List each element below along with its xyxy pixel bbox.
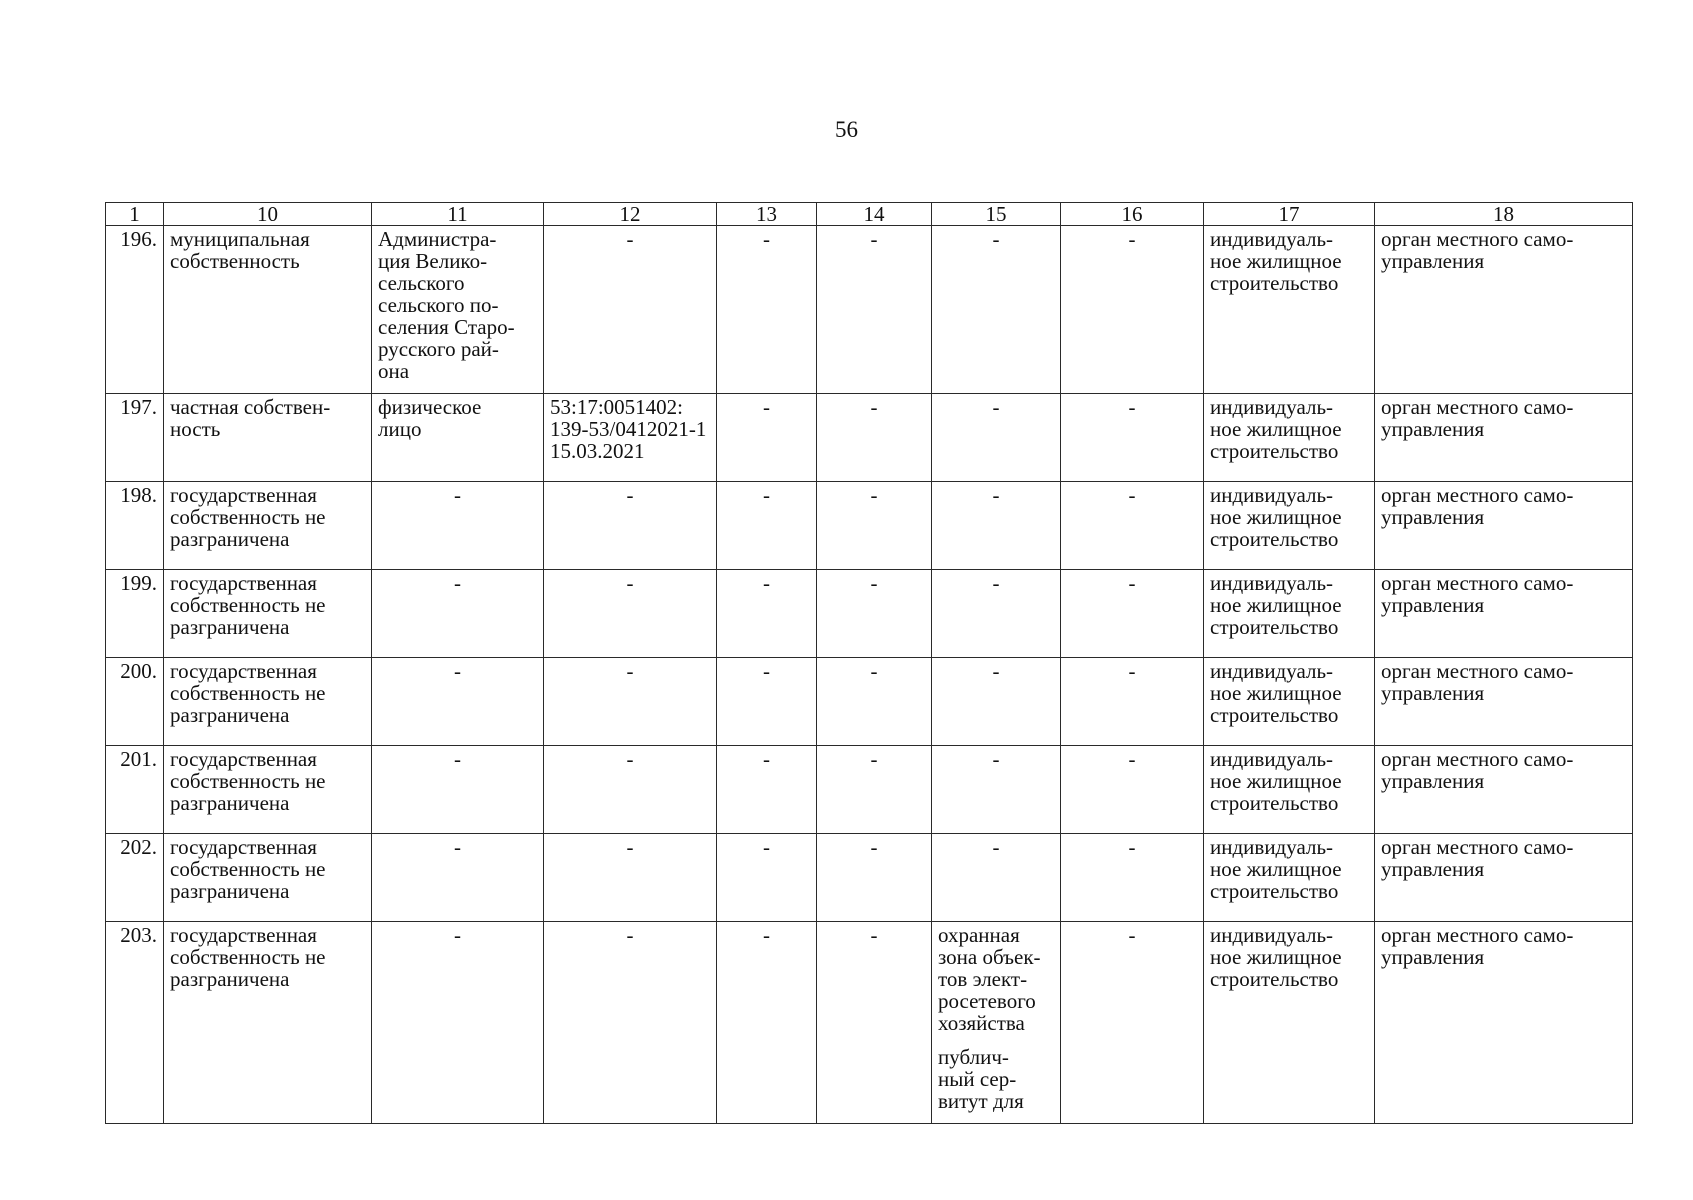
ownership-cell [164,746,372,834]
permitted-use-cell [1204,226,1375,394]
cell-line: ное жилищное [1210,857,1342,881]
col16-cell: - [1061,226,1204,394]
cell-line: разграничена [170,791,290,815]
cell-line: - [454,571,461,595]
cell-line: - [454,483,461,507]
col13-cell: - [717,570,817,658]
cell-line: росетевого [938,989,1036,1013]
cell-line: разграничена [170,879,290,903]
col16-cell: - [1061,658,1204,746]
cell-line: индивидуаль- [1210,571,1334,595]
cell-line: государственная [170,835,317,859]
cell-line: сельского по- [378,293,499,317]
owner-cell [372,834,544,922]
cell-line: собственность не [170,593,326,617]
cell-line: собственность не [170,945,326,969]
cell-line: ное жилищное [1210,505,1342,529]
cell-line: строительство [1210,791,1339,815]
cell-line: - [626,227,634,251]
cell-line: частная собствен- [170,395,331,419]
cell-line: собственность не [170,681,326,705]
cell-line: физическое [378,395,482,419]
column-header: 13 [717,203,817,226]
authority-cell [1375,834,1633,922]
col14-cell: - [817,746,932,834]
table-row [106,570,1633,658]
owner-cell [372,394,544,482]
header-row [106,203,1633,226]
authority-cell [1375,658,1633,746]
table-body [106,226,1633,1124]
permitted-use-cell [1204,834,1375,922]
cell-line: разграничена [170,703,290,727]
cell-line: строительство [1210,439,1339,463]
cell-line: собственность не [170,769,326,793]
cell-line: управления [1381,945,1485,969]
ownership-cell [164,226,372,394]
col16-cell: - [1061,746,1204,834]
column-header: 1 [106,203,164,226]
cell-line: строительство [1210,271,1339,295]
cell-line: - [626,835,634,859]
restrictions-cell [932,658,1061,746]
cell-line: лицо [378,417,422,441]
cell-line: управления [1381,769,1485,793]
owner-cell [372,570,544,658]
cell-line: разграничена [170,967,290,991]
cell-line: - [454,659,461,683]
row-number-cell: 200. [106,658,164,746]
column-header: 15 [932,203,1061,226]
authority-cell [1375,482,1633,570]
cell-line: государственная [170,571,317,595]
cell-line: управления [1381,857,1485,881]
col14-cell: - [817,482,932,570]
cell-line: орган местного само- [1381,659,1574,683]
owner-cell [372,746,544,834]
col14-cell: - [817,394,932,482]
cell-line: строительство [1210,703,1339,727]
row-number-cell: 197. [106,394,164,482]
cell-line: орган местного само- [1381,835,1574,859]
authority-cell [1375,394,1633,482]
cell-line: ное жилищное [1210,945,1342,969]
cell-line: государственная [170,923,317,947]
cell-line: строительство [1210,879,1339,903]
restrictions-cell [932,570,1061,658]
col14-cell: - [817,922,932,1124]
ownership-cell [164,482,372,570]
col14-cell: - [817,226,932,394]
cell-line: публич- [938,1045,1009,1069]
col16-cell: - [1061,394,1204,482]
cell-line: ное жилищное [1210,769,1342,793]
column-header: 16 [1061,203,1204,226]
column-header: 14 [817,203,932,226]
cell-line: собственность [170,249,300,273]
cell-line: государственная [170,659,317,683]
cell-line: 15.03.2021 [550,439,645,463]
cell-line: - [626,747,634,771]
owner-cell [372,658,544,746]
cell-line: ность [170,417,221,441]
ownership-cell [164,570,372,658]
cell-line: строительство [1210,527,1339,551]
cell-line: управления [1381,505,1485,529]
cell-line: тов элект- [938,967,1028,991]
col14-cell: - [817,570,932,658]
registration-cell [544,570,717,658]
authority-cell [1375,922,1633,1124]
cell-line: государственная [170,483,317,507]
cell-line: - [992,395,1000,419]
cell-line: - [626,571,634,595]
page-number: 56 [835,117,858,142]
col16-cell: - [1061,834,1204,922]
cell-line: 53:17:0051402: [550,395,684,419]
permitted-use-cell [1204,570,1375,658]
col13-cell: - [717,922,817,1124]
col14-cell: - [817,658,932,746]
col13-cell: - [717,226,817,394]
cell-line: орган местного само- [1381,923,1574,947]
col14-cell: - [817,834,932,922]
cell-line: селения Старо- [378,315,515,339]
cell-line: строительство [1210,615,1339,639]
col13-cell: - [717,658,817,746]
cell-line: зона объек- [938,945,1041,969]
cell-line: - [626,659,634,683]
row-number-cell: 201. [106,746,164,834]
registration-cell [544,746,717,834]
cell-line: орган местного само- [1381,227,1574,251]
col13-cell: - [717,834,817,922]
cell-line: - [626,923,634,947]
owner-cell [372,922,544,1124]
cell-line: - [992,571,1000,595]
authority-cell [1375,746,1633,834]
registration-cell [544,482,717,570]
cell-line: управления [1381,417,1485,441]
cell-line: - [992,227,1000,251]
restrictions-cell [932,834,1061,922]
cell-line: индивидуаль- [1210,659,1334,683]
cell-line: строительство [1210,967,1339,991]
cell-line: индивидуаль- [1210,483,1334,507]
table-row [106,482,1633,570]
cell-line: хозяйства [938,1011,1025,1035]
registration-cell [544,922,717,1124]
cell-line: орган местного само- [1381,483,1574,507]
table-row [106,226,1633,394]
cell-line: - [454,923,461,947]
cell-line: ное жилищное [1210,593,1342,617]
column-header: 11 [372,203,544,226]
col16-cell: - [1061,482,1204,570]
column-header: 18 [1375,203,1633,226]
row-number-cell: 198. [106,482,164,570]
registration-cell [544,394,717,482]
cell-line: - [992,483,1000,507]
table-row [106,394,1633,482]
authority-cell [1375,226,1633,394]
cell-line: - [454,835,461,859]
cell-line: государственная [170,747,317,771]
cell-line: управления [1381,593,1485,617]
restrictions-cell [932,746,1061,834]
cell-line: управления [1381,681,1485,705]
restrictions-cell [932,922,1061,1124]
cell-line: - [992,747,1000,771]
cell-line: индивидуаль- [1210,227,1334,251]
registration-cell [544,226,717,394]
column-header: 10 [164,203,372,226]
ownership-cell [164,658,372,746]
cell-line: ное жилищное [1210,681,1342,705]
cell-line: собственность не [170,505,326,529]
cell-line: - [454,747,461,771]
cell-line: - [626,483,634,507]
col16-cell: - [1061,570,1204,658]
authority-cell [1375,570,1633,658]
table-row [106,658,1633,746]
registry-table [105,202,1633,1124]
cell-line: - [992,835,1000,859]
cell-line: управления [1381,249,1485,273]
cell-line: орган местного само- [1381,395,1574,419]
row-number-cell: 196. [106,226,164,394]
cell-line: индивидуаль- [1210,395,1334,419]
cell-line: охранная [938,923,1020,947]
owner-cell [372,226,544,394]
cell-line: индивидуаль- [1210,923,1334,947]
ownership-cell [164,834,372,922]
row-number-cell: 199. [106,570,164,658]
registration-cell [544,658,717,746]
cell-line: ное жилищное [1210,417,1342,441]
cell-line: разграничена [170,615,290,639]
cell-line: индивидуаль- [1210,747,1334,771]
col13-cell: - [717,746,817,834]
ownership-cell [164,922,372,1124]
owner-cell [372,482,544,570]
cell-line: ция Велико- [378,249,488,273]
restrictions-cell [932,226,1061,394]
row-number-cell: 202. [106,834,164,922]
cell-line: орган местного само- [1381,571,1574,595]
permitted-use-cell [1204,922,1375,1124]
cell-line: ное жилищное [1210,249,1342,273]
cell-line: разграничена [170,527,290,551]
permitted-use-cell [1204,658,1375,746]
restrictions-cell [932,482,1061,570]
permitted-use-cell [1204,482,1375,570]
cell-line: она [378,359,410,383]
col16-cell: - [1061,922,1204,1124]
cell-line: русского рай- [378,337,499,361]
table-row [106,922,1633,1124]
cell-line: 139-53/0412021-1 [550,417,707,441]
column-header: 12 [544,203,717,226]
restrictions-cell [932,394,1061,482]
registration-cell [544,834,717,922]
permitted-use-cell [1204,746,1375,834]
col13-cell: - [717,394,817,482]
cell-line: орган местного само- [1381,747,1574,771]
cell-line: Администра- [378,227,497,251]
cell-line: - [992,659,1000,683]
column-header: 17 [1204,203,1375,226]
row-number-cell: 203. [106,922,164,1124]
ownership-cell [164,394,372,482]
cell-line: индивидуаль- [1210,835,1334,859]
cell-line: собственность не [170,857,326,881]
cell-line: ный сер- [938,1067,1017,1091]
cell-line: витут для [938,1089,1024,1113]
cell-line: сельского [378,271,465,295]
table-row [106,834,1633,922]
cell-line: муниципальная [170,227,310,251]
col13-cell: - [717,482,817,570]
permitted-use-cell [1204,394,1375,482]
table-row [106,746,1633,834]
